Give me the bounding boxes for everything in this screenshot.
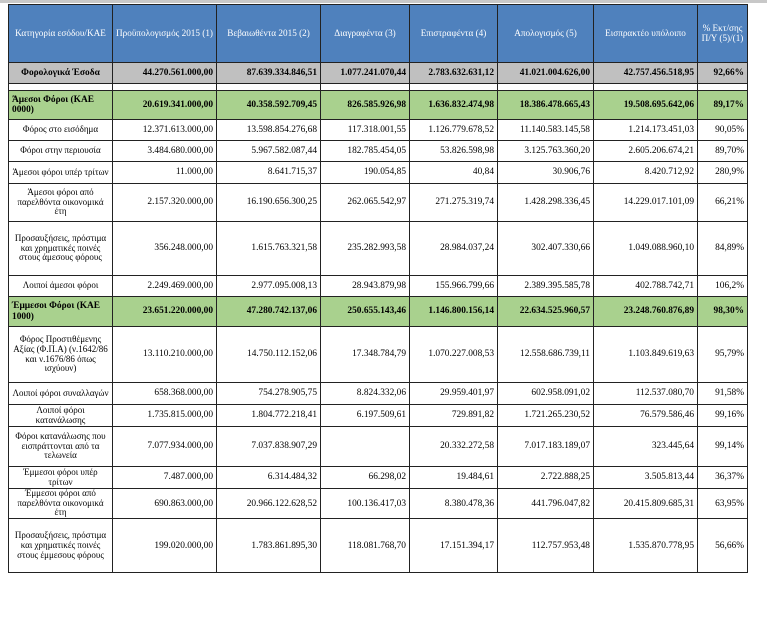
category-cell: Προσαυξήσεις, πρόστιμα και χρηματικές ποινές στους άμεσους φόρους: [9, 222, 113, 276]
value-cell: 66,21%: [698, 184, 748, 222]
value-cell: 53.826.598,98: [410, 141, 498, 162]
value-cell: 90,05%: [698, 120, 748, 141]
value-cell: 22.634.525.960,57: [498, 297, 594, 327]
category-cell: Άμεσοι φόροι από παρελθόντα οικονομικά έτη: [9, 184, 113, 222]
value-cell: 280,9%: [698, 162, 748, 184]
value-cell: 92,66%: [698, 63, 748, 84]
value-cell: 8.380.478,36: [410, 489, 498, 519]
value-cell: 3.125.763.360,20: [498, 141, 594, 162]
table-row: [9, 383, 748, 405]
value-cell: 302.407.330,66: [498, 222, 594, 276]
value-cell: 199.020.000,00: [113, 519, 217, 573]
category-cell: Φόροι στην περιουσία: [9, 141, 113, 162]
header-percent: % Εκτ/σης Π/Υ (5)/(1): [698, 5, 748, 63]
value-cell: 262.065.542,97: [321, 184, 410, 222]
table-row: [9, 519, 748, 573]
subtotal-row: [9, 91, 748, 120]
spacer-cell: [594, 84, 698, 91]
header-refunded: Επιστραφέντα (4): [410, 5, 498, 63]
value-cell: 1.146.800.156,14: [410, 297, 498, 327]
table-row: [9, 489, 748, 519]
value-cell: 23.651.220.000,00: [113, 297, 217, 327]
value-cell: 155.966.799,66: [410, 276, 498, 297]
value-cell: 16.190.656.300,25: [217, 184, 321, 222]
value-cell: 1.783.861.895,30: [217, 519, 321, 573]
category-cell: Έμμεσοι φόροι από παρελθόντα οικονομικά έτη: [9, 489, 113, 519]
value-cell: 23.248.760.876,89: [594, 297, 698, 327]
value-cell: 2.605.206.674,21: [594, 141, 698, 162]
value-cell: 84,89%: [698, 222, 748, 276]
value-cell: 99,14%: [698, 427, 748, 467]
value-cell: 20.415.809.685,31: [594, 489, 698, 519]
header-actual: Απολογισμός (5): [498, 5, 594, 63]
value-cell: 235.282.993,58: [321, 222, 410, 276]
value-cell: 323.445,64: [594, 427, 698, 467]
value-cell: 17.151.394,17: [410, 519, 498, 573]
subtotal-row: [9, 297, 748, 327]
value-cell: 3.484.680.000,00: [113, 141, 217, 162]
value-cell: 98,30%: [698, 297, 748, 327]
value-cell: 5.967.582.087,44: [217, 141, 321, 162]
value-cell: 8.641.715,37: [217, 162, 321, 184]
total-row: [9, 63, 748, 84]
value-cell: 42.757.456.518,95: [594, 63, 698, 84]
value-cell: 7.077.934.000,00: [113, 427, 217, 467]
value-cell: 30.906,76: [498, 162, 594, 184]
value-cell: 11.140.583.145,58: [498, 120, 594, 141]
value-cell: 1.535.870.778,95: [594, 519, 698, 573]
value-cell: 1.070.227.008,53: [410, 327, 498, 383]
spacer-cell: [698, 84, 748, 91]
revenue-table: [8, 4, 748, 573]
value-cell: 1.126.779.678,52: [410, 120, 498, 141]
value-cell: 20.619.341.000,00: [113, 91, 217, 120]
value-cell: 1.615.763.321,58: [217, 222, 321, 276]
value-cell: 66.298,02: [321, 467, 410, 489]
header-certified: Βεβαιωθέντα 2015 (2): [217, 5, 321, 63]
value-cell: 826.585.926,98: [321, 91, 410, 120]
value-cell: 87.639.334.846,51: [217, 63, 321, 84]
value-cell: 18.386.478.665,43: [498, 91, 594, 120]
value-cell: 729.891,82: [410, 405, 498, 427]
value-cell: 91,58%: [698, 383, 748, 405]
header-category: Κατηγορία εσόδου/ΚΑΕ: [9, 5, 113, 63]
category-cell: Λοιποί φόροι κατανάλωσης: [9, 405, 113, 427]
spacer-row: [9, 84, 748, 91]
value-cell: 690.863.000,00: [113, 489, 217, 519]
value-cell: 99,16%: [698, 405, 748, 427]
spacer-cell: [410, 84, 498, 91]
value-cell: 118.081.768,70: [321, 519, 410, 573]
value-cell: 89,70%: [698, 141, 748, 162]
value-cell: 19.508.695.642,06: [594, 91, 698, 120]
value-cell: 402.788.742,71: [594, 276, 698, 297]
value-cell: 40.358.592.709,45: [217, 91, 321, 120]
value-cell: 1.049.088.960,10: [594, 222, 698, 276]
value-cell: 8.824.332,06: [321, 383, 410, 405]
category-cell: Φόροι κατανάλωσης που εισπράττονται από τα τελωνεία: [9, 427, 113, 467]
table-row: [9, 162, 748, 184]
value-cell: 1.721.265.230,52: [498, 405, 594, 427]
value-cell: 2.389.395.585,78: [498, 276, 594, 297]
header-receivable: Εισπρακτέο υπόλοιπο: [594, 5, 698, 63]
value-cell: 89,17%: [698, 91, 748, 120]
value-cell: 190.054,85: [321, 162, 410, 184]
value-cell: 271.275.319,74: [410, 184, 498, 222]
table-row: [9, 222, 748, 276]
value-cell: 3.505.813,44: [594, 467, 698, 489]
category-cell: Άμεσοι φόροι υπέρ τρίτων: [9, 162, 113, 184]
value-cell: 441.796.047,82: [498, 489, 594, 519]
table-row: [9, 184, 748, 222]
value-cell: 63,95%: [698, 489, 748, 519]
table-row: [9, 405, 748, 427]
value-cell: 602.958.091,02: [498, 383, 594, 405]
value-cell: 29.959.401,97: [410, 383, 498, 405]
value-cell: 7.487.000,00: [113, 467, 217, 489]
value-cell: 8.420.712,92: [594, 162, 698, 184]
value-cell: 56,66%: [698, 519, 748, 573]
value-cell: 13.110.210.000,00: [113, 327, 217, 383]
value-cell: 7.017.183.189,07: [498, 427, 594, 467]
header-deleted: Διαγραφέντα (3): [321, 5, 410, 63]
value-cell: 36,37%: [698, 467, 748, 489]
value-cell: 1.077.241.070,44: [321, 63, 410, 84]
category-cell: Λοιποί φόροι συναλλαγών: [9, 383, 113, 405]
category-cell: Φόρος στο εισόδημα: [9, 120, 113, 141]
value-cell: 13.598.854.276,68: [217, 120, 321, 141]
value-cell: 95,79%: [698, 327, 748, 383]
table-row: [9, 327, 748, 383]
table-row: [9, 427, 748, 467]
value-cell: 356.248.000,00: [113, 222, 217, 276]
category-cell: Έμμεσοι φόροι υπέρ τρίτων: [9, 467, 113, 489]
value-cell: 19.484,61: [410, 467, 498, 489]
value-cell: 6.197.509,61: [321, 405, 410, 427]
value-cell: 658.368.000,00: [113, 383, 217, 405]
value-cell: 1.636.832.474,98: [410, 91, 498, 120]
table-row: [9, 276, 748, 297]
spacer-cell: [113, 84, 217, 91]
value-cell: 2.722.888,25: [498, 467, 594, 489]
value-cell: 2.783.632.631,12: [410, 63, 498, 84]
value-cell: 11.000,00: [113, 162, 217, 184]
value-cell: 182.785.454,05: [321, 141, 410, 162]
value-cell: 47.280.742.137,06: [217, 297, 321, 327]
value-cell: 100.136.417,03: [321, 489, 410, 519]
value-cell: 20.332.272,58: [410, 427, 498, 467]
value-cell: 76.579.586,46: [594, 405, 698, 427]
spacer-cell: [217, 84, 321, 91]
value-cell: 1.214.173.451,03: [594, 120, 698, 141]
value-cell: 106,2%: [698, 276, 748, 297]
value-cell: 1.735.815.000,00: [113, 405, 217, 427]
category-cell: Λοιποί άμεσοι φόροι: [9, 276, 113, 297]
category-cell: Προσαυξήσεις, πρόστιμα και χρηματικές ποινές στους έμμεσους φόρους: [9, 519, 113, 573]
value-cell: 14.750.112.152,06: [217, 327, 321, 383]
value-cell: 17.348.784,79: [321, 327, 410, 383]
value-cell: 112.757.953,48: [498, 519, 594, 573]
spacer-cell: [321, 84, 410, 91]
header-row: [9, 5, 748, 63]
value-cell: 2.249.469.000,00: [113, 276, 217, 297]
spacer-cell: [9, 84, 113, 91]
value-cell: [321, 427, 410, 467]
value-cell: 7.037.838.907,29: [217, 427, 321, 467]
value-cell: 1.428.298.336,45: [498, 184, 594, 222]
value-cell: 1.804.772.218,41: [217, 405, 321, 427]
table-row: [9, 141, 748, 162]
value-cell: 1.103.849.619,63: [594, 327, 698, 383]
value-cell: 12.558.686.739,11: [498, 327, 594, 383]
value-cell: 2.977.095.008,13: [217, 276, 321, 297]
value-cell: 754.278.905,75: [217, 383, 321, 405]
value-cell: 117.318.001,55: [321, 120, 410, 141]
table-row: [9, 467, 748, 489]
header-budget: Προϋπολογισμός 2015 (1): [113, 5, 217, 63]
value-cell: 40,84: [410, 162, 498, 184]
value-cell: 2.157.320.000,00: [113, 184, 217, 222]
category-cell: Άμεσοι Φόροι (ΚΑΕ 0000): [9, 91, 113, 120]
value-cell: 14.229.017.101,09: [594, 184, 698, 222]
value-cell: 44.270.561.000,00: [113, 63, 217, 84]
value-cell: 250.655.143,46: [321, 297, 410, 327]
spacer-cell: [498, 84, 594, 91]
value-cell: 6.314.484,32: [217, 467, 321, 489]
category-cell: Φορολογικά Έσοδα: [9, 63, 113, 84]
top-border: [0, 0, 767, 3]
value-cell: 20.966.122.628,52: [217, 489, 321, 519]
category-cell: Φόρος Προστιθέμενης Αξίας (Φ.Π.Α) (ν.1642/86 και ν.1676/86 όπως ισχύουν): [9, 327, 113, 383]
category-cell: Έμμεσοι Φόροι (ΚΑΕ 1000): [9, 297, 113, 327]
value-cell: 41.021.004.626,00: [498, 63, 594, 84]
value-cell: 12.371.613.000,00: [113, 120, 217, 141]
table-row: [9, 120, 748, 141]
value-cell: 112.537.080,70: [594, 383, 698, 405]
value-cell: 28.943.879,98: [321, 276, 410, 297]
value-cell: 28.984.037,24: [410, 222, 498, 276]
